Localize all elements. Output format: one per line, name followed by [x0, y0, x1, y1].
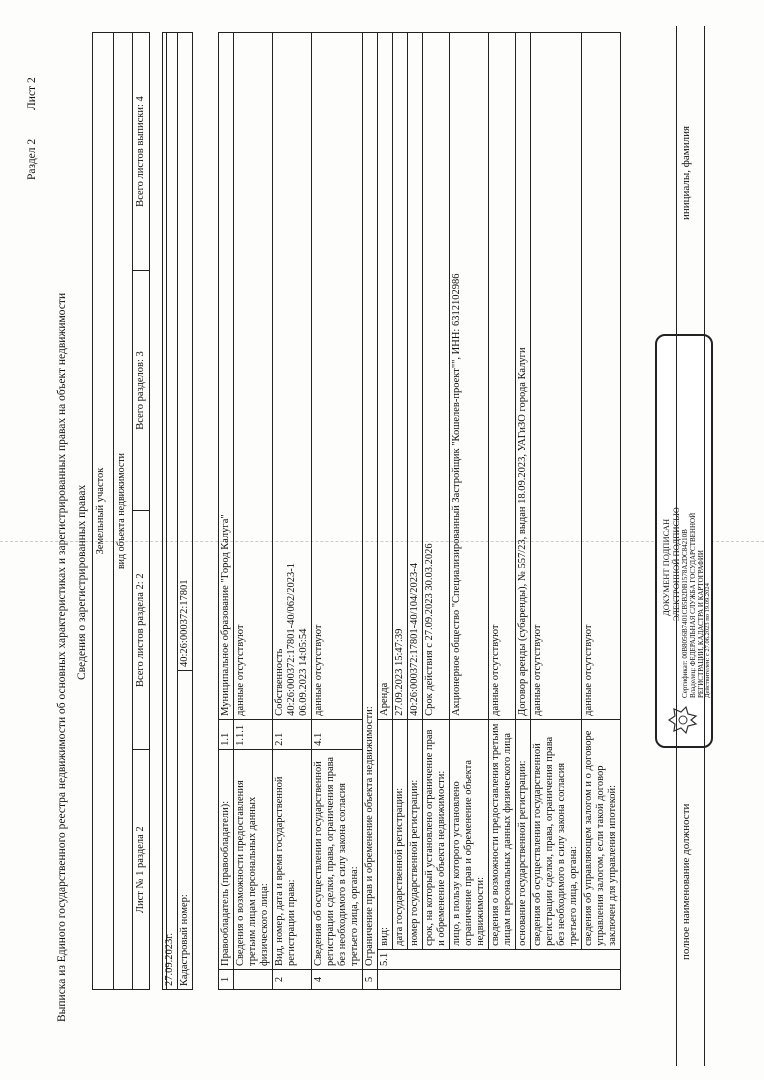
- row-5: [363, 33, 378, 990]
- right-type: Собственность: [274, 648, 285, 716]
- encumbrance-label: лицо, в пользу которого установлено ограничение прав и обременение объекта недвижимости:: [450, 719, 489, 949]
- row-5-1-item: [378, 33, 393, 990]
- row-number: 2: [273, 970, 312, 990]
- object-type-caption: вид объекта недвижимости: [114, 33, 133, 990]
- document-title: Выписка из Единого государственного реестра недвижимости об основных характеристиках и зарегистрированных правах на объект недвижимости: [56, 292, 68, 1022]
- row-1-1: [234, 33, 273, 990]
- row-value: данные отсутствуют: [312, 33, 363, 720]
- sheets-in-section: Всего листов раздела 2: 2: [133, 510, 150, 750]
- row-subnumber: 1.1.1: [234, 719, 273, 749]
- signature-caption: инициалы, фамилия: [680, 125, 692, 220]
- row-number: 4: [312, 970, 363, 990]
- row-1: [219, 33, 234, 990]
- row-value: Муниципальное образование "Город Калуга": [219, 33, 234, 720]
- header-table: [92, 32, 167, 990]
- encumbrance-label: сведения о возможности предоставления третьим лицам персональных данных физического лица: [489, 719, 516, 949]
- right-number: 40:26:000372:17801-40/062/2023-1: [286, 563, 297, 716]
- encumbrance-value: Акционерное общество "Специализированный Застройщик "Кошелев-проект"", ИНН: 6312102986: [450, 33, 489, 720]
- extract-date: 27.09.2023г.: [163, 33, 178, 990]
- row-5-1-item: [516, 33, 531, 990]
- row-subnumber: 2.1: [273, 719, 312, 749]
- encumbrance-label: основание государственной регистрации:: [516, 719, 531, 949]
- encumbrance-label: срок, на который установлено ограничение прав и обременение объекта недвижимости:: [423, 719, 450, 949]
- stamp-owner-2: РЕГИСТРАЦИИ, КАДАСТРА И КАРТОГРАФИИ: [697, 550, 705, 698]
- right-datetime: 06.09.2023 14:05:54: [298, 628, 309, 716]
- sheet-of-section: Лист № 1 раздела 2: [133, 750, 150, 990]
- row-value: данные отсутствуют: [234, 33, 273, 720]
- signature-line: [676, 26, 677, 1066]
- sheet-label: Лист 2: [26, 77, 38, 110]
- encumbrance-value: данные отсутствуют: [582, 33, 621, 720]
- section-label: Раздел 2: [26, 138, 38, 180]
- row-label: Сведения о возможности предоставления третьим лицам персональных данных физического лица:: [234, 749, 273, 969]
- total-sections: Всего разделов: 3: [133, 271, 150, 511]
- row-label: Ограничение прав и обременение объекта недвижимости:: [363, 33, 378, 970]
- encumbrance-label: сведения об осуществлении государственной регистрации сделки, права, ограничения права без необходимого в силу закона согласия третьего лица, органа:: [531, 719, 582, 949]
- bottom-rule: [704, 26, 705, 1066]
- encumbrance-value: Аренда: [378, 33, 393, 720]
- document-subtitle: Сведения о зарегистрированных правах: [76, 484, 88, 680]
- row-5-1-item: [408, 33, 423, 990]
- encumbrance-value: Срок действия с 27.09.2023 30.03.2026: [423, 33, 450, 720]
- row-subnumber: 5.1: [378, 949, 621, 969]
- cadastral-label: Кадастровый номер:: [178, 671, 193, 990]
- stamp-owner-1: Владелец: ФЕДЕРАЛЬНАЯ СЛУЖБА ГОСУДАРСТВЕННОЙ: [689, 512, 697, 698]
- total-sheets: Всего листов выписки: 4: [133, 33, 150, 271]
- row-5-1-item: [531, 33, 582, 990]
- stamp-line-1: ДОКУМЕНТ ПОДПИСАН: [661, 518, 671, 616]
- row-5-1-item: [450, 33, 489, 990]
- row-5-1-item: [582, 33, 621, 990]
- encumbrance-value: 40:26:000372:17801-40/104/2023-4: [408, 33, 423, 720]
- stamp-validity: Действителен: с 27.06.2023 по 19.09.2024: [704, 583, 711, 698]
- encumbrance-label: сведения об управляющем залогом и о договоре управления залогом, если такой договор заключен для управления ипотекой:: [582, 719, 621, 949]
- row-5-1-item: [489, 33, 516, 990]
- row-label: Правообладатель (правообладатели):: [219, 749, 234, 969]
- row-number: 1: [219, 970, 234, 990]
- stamp-line-2: ЭЛЕКТРОННОЙ ПОДПИСЬЮ: [671, 507, 681, 621]
- row-5-1-item: [393, 33, 408, 990]
- row-4: [312, 33, 363, 990]
- stamp-certificate: Сертификат: 00B8056B7401CB5B2DB1578A2DC84210B: [681, 529, 689, 698]
- row-subnumber: 4.1: [312, 719, 363, 749]
- encumbrance-value: данные отсутствуют: [531, 33, 582, 720]
- rights-table: [218, 32, 621, 990]
- cadastral-number: 40:26:000372:17801: [178, 33, 193, 671]
- encumbrance-label: номер государственной регистрации:: [408, 719, 423, 949]
- encumbrance-value: данные отсутствуют: [489, 33, 516, 720]
- row-number: 5: [363, 970, 378, 990]
- encumbrance-label: дата государственной регистрации:: [393, 719, 408, 949]
- emblem-icon: [666, 704, 700, 736]
- row-5-1-item: [423, 33, 450, 990]
- encumbrance-label: вид:: [378, 719, 393, 949]
- cadastral-table: [162, 32, 193, 990]
- row-2: [273, 33, 312, 990]
- position-caption: полное наименование должности: [680, 803, 692, 960]
- row-value: [273, 33, 312, 720]
- row-label: Вид, номер, дата и время государственной регистрации права:: [273, 749, 312, 969]
- encumbrance-value: 27.09.2023 15:47:39: [393, 33, 408, 720]
- encumbrance-value: Договор аренды (субаренды), № 557/23, выдан 18.09.2023, УАГиЗО города Калуги: [516, 33, 531, 720]
- row-subnumber: 1.1: [219, 719, 234, 749]
- object-type-value: Земельный участок: [93, 33, 114, 990]
- row-label: Сведения об осуществлении государственной регистрации сделки, права, ограничения права без необходимого в силу закона согласия третьего лица, органа:: [312, 749, 363, 969]
